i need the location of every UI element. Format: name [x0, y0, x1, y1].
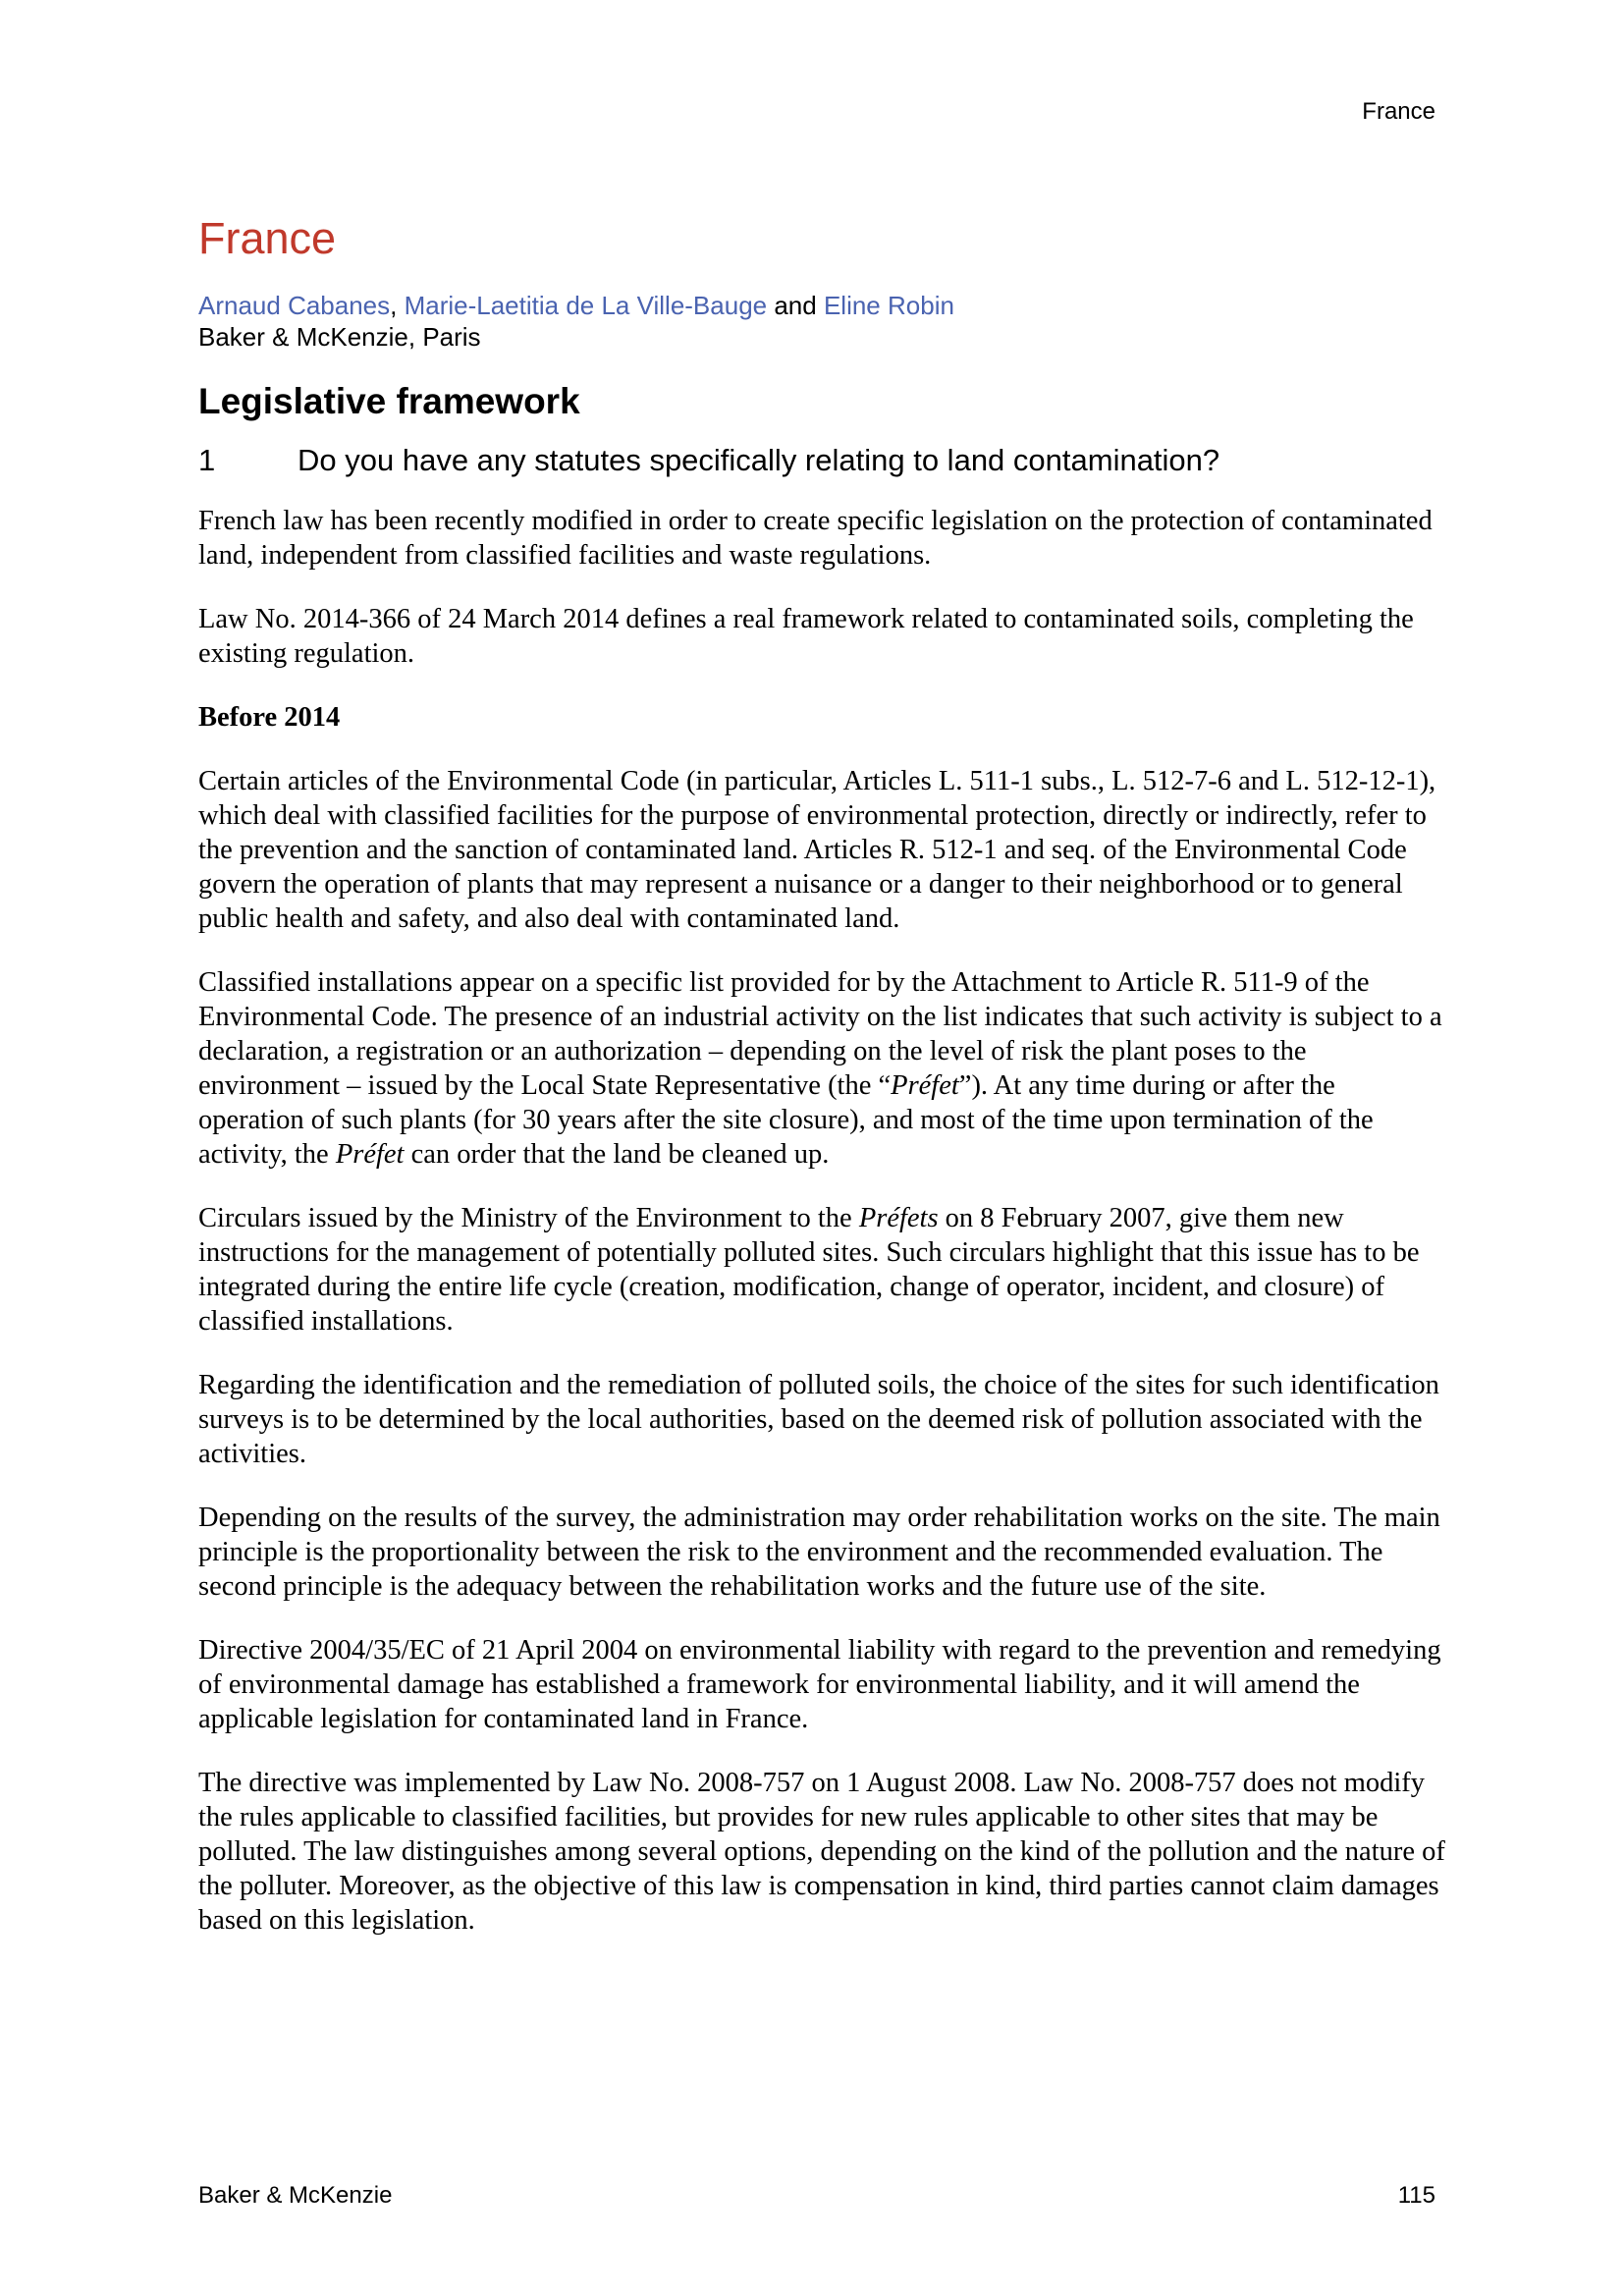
paragraph-6: Regarding the identification and the remediation of polluted soils, the choice of the sites for such identification surveys is to be determined by the local authorities, based on the deemed risk of pollution associated with the activities. — [198, 1370, 1439, 1469]
question-heading — [198, 441, 1445, 480]
author-link-1[interactable]: Arnaud Cabanes — [198, 291, 391, 320]
chapter-title: France — [198, 213, 337, 263]
author-line — [198, 290, 1445, 321]
paragraph-4-part-1: Classified installations appear on a specific list provided for by the Attachment to Article R. 511-9 of the Environmental Code. The presence of an industrial activity on the list indicates that such activity is subject to a declaration, a registration or an authorization – depending on the level of risk the plant poses to the environment – issued by the Local State Representative (the “ — [198, 967, 1442, 1101]
running-header: France — [1362, 98, 1435, 125]
paragraph-4-part-2: ”). At any time during or after the operation of such plants (for 30 years after the site closure), and most of the time upon termination of the activity, the — [198, 1070, 1374, 1170]
page-content — [198, 211, 1445, 1967]
author-separator-2: and — [767, 291, 824, 320]
paragraph-4-prefet-1: Préfet — [891, 1070, 959, 1101]
question-text: Do you have any statutes specifically relating to land contamination? — [298, 443, 1220, 477]
paragraph-5-prefets: Préfets — [858, 1203, 939, 1233]
paragraph-4 — [198, 965, 1445, 1172]
paragraph-5 — [198, 1201, 1445, 1339]
page-number: 115 — [1397, 2182, 1435, 2209]
footer-firm: Baker & McKenzie — [198, 2182, 393, 2209]
paragraph-5-part-2: on 8 February 2007, give them new instructions for the management of potentially polluted sites. Such circulars highlight that this issue has to be integrated during the entire life cycle (creation, modification, change of operator, incident, and closure) of classified installations. — [198, 1203, 1420, 1337]
subheading-before-2014: Before 2014 — [198, 702, 341, 733]
section-title: Legislative framework — [198, 381, 580, 421]
paragraph-8: Directive 2004/35/EC of 21 April 2004 on environmental liability with regard to the prevention and remedying of environmental damage has established a framework for environmental liability, and it will amend the applicable legislation for contaminated land in France. — [198, 1635, 1441, 1734]
author-link-3[interactable]: Eline Robin — [823, 291, 954, 320]
author-firm: Baker & McKenzie, Paris — [198, 322, 481, 352]
question-number: 1 — [198, 443, 216, 477]
paragraph-4-prefet-2: Préfet — [335, 1139, 405, 1170]
author-separator-1: , — [390, 291, 405, 320]
paragraph-9: The directive was implemented by Law No. 2008-757 on 1 August 2008. Law No. 2008-757 does not modify the rules applicable to classified facilities, but provides for new rules applicable to other sites that may be polluted. The law distinguishes among several options, depending on the kind of the pollution and the nature of the polluter. Moreover, as the objective of this law is compensation in kind, third parties cannot claim damages based on this legislation. — [198, 1768, 1445, 1936]
paragraph-1: French law has been recently modified in order to create specific legislation on the protection of contaminated land, independent from classified facilities and waste regulations. — [198, 506, 1433, 571]
paragraph-4-part-3: can order that the land be cleaned up. — [404, 1139, 830, 1170]
paragraph-3: Certain articles of the Environmental Code (in particular, Articles L. 511-1 subs., L. 512-7-6 and L. 512-12-1), which deal with classified facilities for the purpose of environmental protection, directly or indirectly, refer to the prevention and the sanction of contaminated land. Articles R. 512-1 and seq. of the Environmental Code govern the operation of plants that may represent a nuisance or a danger to their neighborhood or to general public health and safety, and also deal with contaminated land. — [198, 766, 1436, 934]
paragraph-7: Depending on the results of the survey, the administration may order rehabilitation works on the site. The main principle is the proportionality between the risk to the environment and the recommended evaluation. The second principle is the adequacy between the rehabilitation works and the future use of the site. — [198, 1503, 1440, 1602]
author-link-2[interactable]: Marie-Laetitia de La Ville-Bauge — [404, 291, 768, 320]
paragraph-5-part-1: Circulars issued by the Ministry of the Environment to the — [198, 1203, 859, 1233]
paragraph-2: Law No. 2014-366 of 24 March 2014 defines a real framework related to contaminated soils, completing the existing regulation. — [198, 604, 1414, 669]
